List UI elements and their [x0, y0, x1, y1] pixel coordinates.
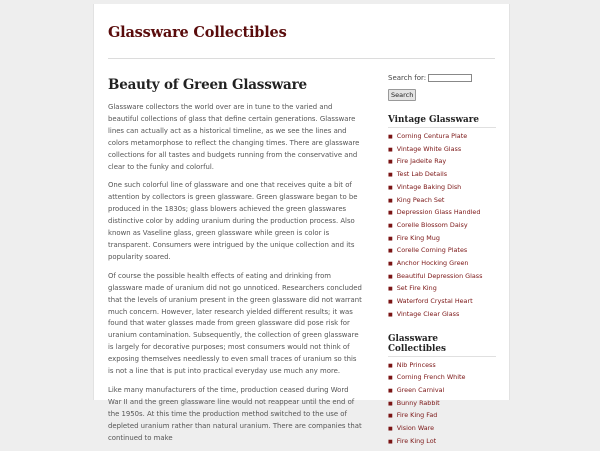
- post-body: [108, 102, 363, 444]
- glassware-collectibles-title: Glassware Collectibles: [388, 334, 496, 357]
- search-button[interactable]: Search: [388, 89, 416, 101]
- post-paragraph: Like many manufacturers of the time, production ceased during Word War II and the green glassware line would not reappear until the end of the 1950s. At this time the production method switched to the use of depleted uranium rather than natural uranium. There are companies that continued to make: [108, 385, 362, 442]
- glassware-collectibles-widget: [388, 334, 496, 449]
- bullet-icon: ■: [388, 184, 393, 191]
- bullet-icon: ■: [388, 146, 393, 153]
- sidebar-link[interactable]: ■ Corning Centura Plate: [388, 132, 468, 140]
- sidebar-link[interactable]: ■ Depression Glass Handled: [388, 208, 481, 217]
- vintage-glassware-list: [388, 131, 496, 322]
- bullet-icon: ■: [388, 159, 393, 166]
- post-paragraph: Glassware collectors the world over are in tune to the varied and beautiful collections of glass that define certain generations. Glassware lines can actually act as a historical timeline, as we see the lines and colors metamorphose to reflect the changing times. There are glassware collections for all tastes and budgets running from the conservative and clear to the funky and colorful.: [108, 103, 360, 171]
- bullet-icon: ■: [388, 210, 393, 217]
- sidebar-link[interactable]: ■ Set Fire King: [388, 284, 437, 293]
- sidebar-link[interactable]: ■ Fire King Fad: [388, 411, 438, 420]
- search-input[interactable]: [428, 74, 472, 82]
- sidebar-link[interactable]: ■ Test Lab Details: [388, 170, 448, 179]
- post-paragraph: Of course the possible health effects of eating and drinking from glassware made of uranium did not go unnoticed. Researchers concluded that the levels of uranium present in the green glassware did not warrant much concern. However, later research yielded different results; it was found that water glasses made from green glassware did pose risk for uranium contamination. Subsequently, the collection of green glassware is largely for decorative purposes; most consumers would not think of exposing themselves needlessly to even small traces of uranium so this is not a line that is put into practical everyday use much any more.: [108, 271, 362, 376]
- bullet-icon: ■: [388, 248, 393, 255]
- bullet-icon: ■: [388, 362, 393, 369]
- site-title-link[interactable]: Glassware Collectibles: [108, 24, 287, 41]
- sidebar-link[interactable]: ■ King Peach Set: [388, 195, 445, 204]
- bullet-icon: ■: [388, 134, 393, 140]
- bullet-icon: ■: [388, 286, 393, 293]
- post-title[interactable]: Beauty of Green Glassware: [108, 77, 307, 93]
- sidebar-link[interactable]: ■ Vintage Clear Glass: [388, 309, 460, 318]
- sidebar-link[interactable]: ■ Vision Ware: [388, 424, 435, 433]
- bullet-icon: ■: [388, 172, 393, 179]
- search-label: Search for:: [388, 74, 427, 82]
- bullet-icon: ■: [388, 375, 393, 382]
- bullet-icon: ■: [388, 299, 393, 306]
- sidebar-link[interactable]: ■ Corning French White: [388, 373, 466, 382]
- bullet-icon: ■: [388, 197, 393, 204]
- bullet-icon: ■: [388, 413, 393, 420]
- bullet-icon: ■: [388, 400, 393, 407]
- bullet-icon: ■: [388, 426, 393, 433]
- sidebar-link[interactable]: ■ Beautiful Depression Glass: [388, 271, 483, 280]
- post-paragraph: One such colorful line of glassware and one that receives quite a bit of attention by collectors is green glassware. Green glassware began to be produced in the 1830s; glass blowers achieved the green glasswares distinctive color by adding uranium during the production process. Also known as Vaseline glass, green glassware while green is color is transparent. Consumers were intrigued by the unique collection and its popularity soared.: [108, 181, 358, 261]
- sidebar-link[interactable]: ■ Anchor Hocking Green: [388, 259, 469, 268]
- sidebar-link[interactable]: ■ Corelle Corning Plates: [388, 246, 468, 255]
- sidebar-link[interactable]: ■ Green Carnival: [388, 385, 445, 394]
- header-divider: [108, 58, 495, 59]
- bullet-icon: ■: [388, 438, 393, 445]
- bullet-icon: ■: [388, 273, 393, 280]
- sidebar-link[interactable]: ■ Nib Princess: [388, 360, 436, 369]
- main-content: [108, 77, 363, 451]
- page-container: [93, 4, 510, 445]
- sidebar-link[interactable]: ■ Vintage White Glass: [388, 144, 462, 153]
- sidebar: [388, 74, 496, 448]
- bullet-icon: ■: [388, 235, 393, 242]
- vintage-glassware-title: Vintage Glassware: [388, 115, 496, 128]
- glassware-collectibles-list: [388, 360, 496, 449]
- bullet-icon: ■: [388, 261, 393, 268]
- bullet-icon: ■: [388, 311, 393, 318]
- bullet-icon: ■: [388, 387, 393, 394]
- sidebar-link[interactable]: ■ Bunny Rabbit: [388, 398, 440, 407]
- search-form: [388, 74, 496, 82]
- sidebar-link[interactable]: ■ Corelle Blossom Daisy: [388, 220, 468, 229]
- sidebar-link[interactable]: ■ Fire Jadeite Ray: [388, 157, 447, 166]
- vintage-glassware-widget: [388, 115, 496, 322]
- sidebar-link[interactable]: ■ Fire King Mug: [388, 233, 440, 242]
- sidebar-link[interactable]: ■ Fire King Lot: [388, 436, 437, 445]
- sidebar-link[interactable]: ■ Vintage Baking Dish: [388, 182, 462, 191]
- sidebar-link[interactable]: ■ Waterford Crystal Heart: [388, 297, 473, 306]
- bullet-icon: ■: [388, 222, 393, 229]
